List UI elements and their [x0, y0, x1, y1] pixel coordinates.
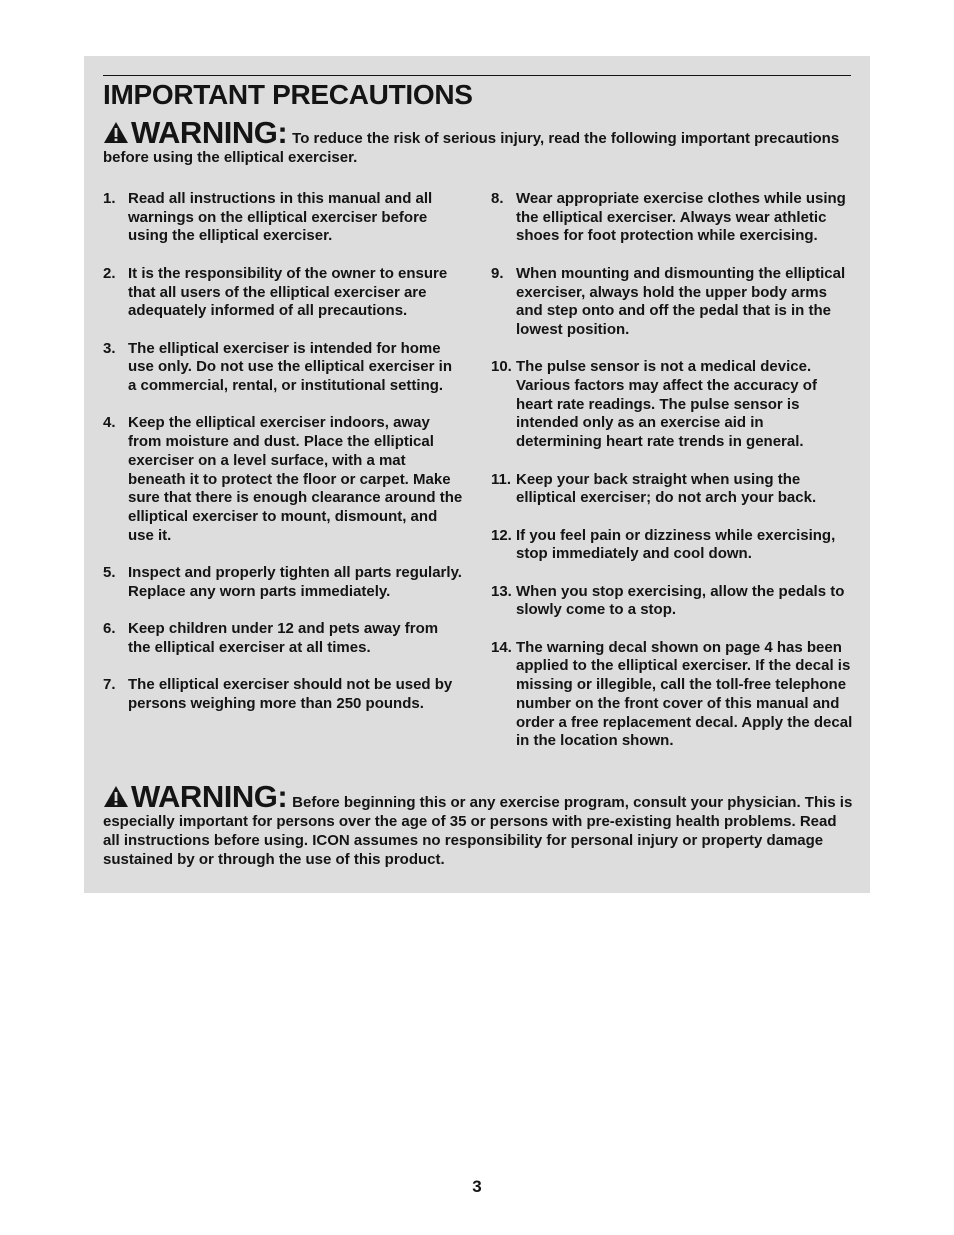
- precaution-number: 13.: [491, 582, 512, 600]
- precaution-text: The warning decal shown on page 4 has been applied to the elliptical exerciser. If the decal is missing or illegible, call the toll-free telephone number on the front cover of this manual and order a free replacement decal. Apply the decal in the location shown.: [516, 638, 853, 750]
- precautions-list-left: [103, 190, 463, 732]
- precaution-item: [103, 265, 463, 321]
- precaution-item: [491, 265, 853, 340]
- precaution-text: When mounting and dismounting the elliptical exerciser, always hold the upper body arms and step onto and off the pedal that is in the lowest position.: [516, 264, 846, 338]
- precaution-number: 14.: [491, 638, 512, 656]
- precaution-number: 6.: [103, 620, 116, 638]
- precaution-number: 4.: [103, 414, 116, 432]
- warning-text: Before beginning this or any exercise program, consult your physician. This is especially important for persons over the age of 35 or persons with pre-existing health problems. Read all instructions before using. ICON assumes no responsibility for personal injury or property damage sustained by or through the use of this product.: [103, 794, 853, 868]
- precaution-number: 9.: [491, 264, 504, 282]
- precaution-item: [103, 340, 463, 396]
- title-rule: [103, 75, 851, 76]
- precaution-item: [491, 639, 853, 751]
- precaution-text: Read all instructions in this manual and all warnings on the elliptical exerciser before using the elliptical exerciser.: [128, 190, 433, 245]
- precautions-list-right: [491, 190, 853, 770]
- precaution-text: It is the responsibility of the owner to ensure that all users of the elliptical exerciser are adequately informed of all precautions.: [128, 264, 448, 320]
- precaution-text: Keep children under 12 and pets away from the elliptical exerciser at all times.: [128, 620, 439, 656]
- precaution-item: [103, 620, 463, 657]
- warning-text: To reduce the risk of serious injury, read the following important precautions before using the elliptical exerciser.: [103, 130, 840, 166]
- precaution-number: 1.: [103, 190, 116, 207]
- precaution-text: Keep the elliptical exerciser indoors, away from moisture and dust. Place the elliptical exerciser on a level surface, with a mat beneath it to protect the floor or carpet. Make sure that there is enough clearance around the elliptical exerciser to mount, dismount, and use it.: [128, 414, 463, 544]
- precaution-item: [103, 564, 463, 601]
- precaution-number: 10.: [491, 358, 512, 376]
- precaution-number: 5.: [103, 564, 116, 581]
- warning-triangle-icon: [103, 121, 129, 144]
- precaution-text: If you feel pain or dizziness while exercising, stop immediately and cool down.: [516, 526, 836, 563]
- precaution-text: Keep your back straight when using the elliptical exerciser; do not arch your back.: [516, 470, 817, 507]
- precaution-text: The elliptical exerciser should not be used by persons weighing more than 250 pounds.: [128, 676, 453, 712]
- precaution-item: [491, 583, 853, 620]
- page-title: IMPORTANT PRECAUTIONS: [103, 79, 473, 110]
- precaution-text: The pulse sensor is not a medical device. Various factors may affect the accuracy of heart rate readings. The pulse sensor is intended only as an exercise aid in determining heart rate trends in general.: [516, 358, 817, 451]
- precaution-text: Inspect and properly tighten all parts regularly. Replace any worn parts immediately.: [128, 564, 462, 600]
- precaution-number: 3.: [103, 339, 116, 357]
- precaution-number: 2.: [103, 264, 116, 282]
- precaution-item: [491, 471, 853, 508]
- precaution-item: [491, 190, 853, 246]
- precaution-text: When you stop exercising, allow the pedals to slowly come to a stop.: [516, 582, 845, 619]
- precaution-item: [103, 414, 463, 545]
- warning-label: WARNING:: [131, 115, 288, 150]
- precaution-number: 12.: [491, 526, 512, 544]
- precaution-number: 11.: [491, 470, 512, 488]
- precaution-text: Wear appropriate exercise clothes while using the elliptical exerciser. Always wear athletic shoes for foot protection while exercising.: [516, 190, 846, 245]
- warning-bottom: [103, 779, 853, 869]
- precaution-number: 7.: [103, 676, 116, 694]
- precaution-item: [103, 190, 463, 246]
- warning-label: WARNING:: [131, 779, 288, 814]
- precaution-item: [491, 527, 853, 564]
- precaution-item: [103, 676, 463, 713]
- warning-top: [103, 115, 853, 167]
- precaution-item: [491, 358, 853, 452]
- precaution-number: 8.: [491, 190, 504, 207]
- warning-triangle-icon: [103, 785, 129, 808]
- precaution-text: The elliptical exerciser is intended for home use only. Do not use the elliptical exerciser in a commercial, rental, or institutional setting.: [128, 339, 452, 394]
- page-number: 3: [472, 1177, 482, 1196]
